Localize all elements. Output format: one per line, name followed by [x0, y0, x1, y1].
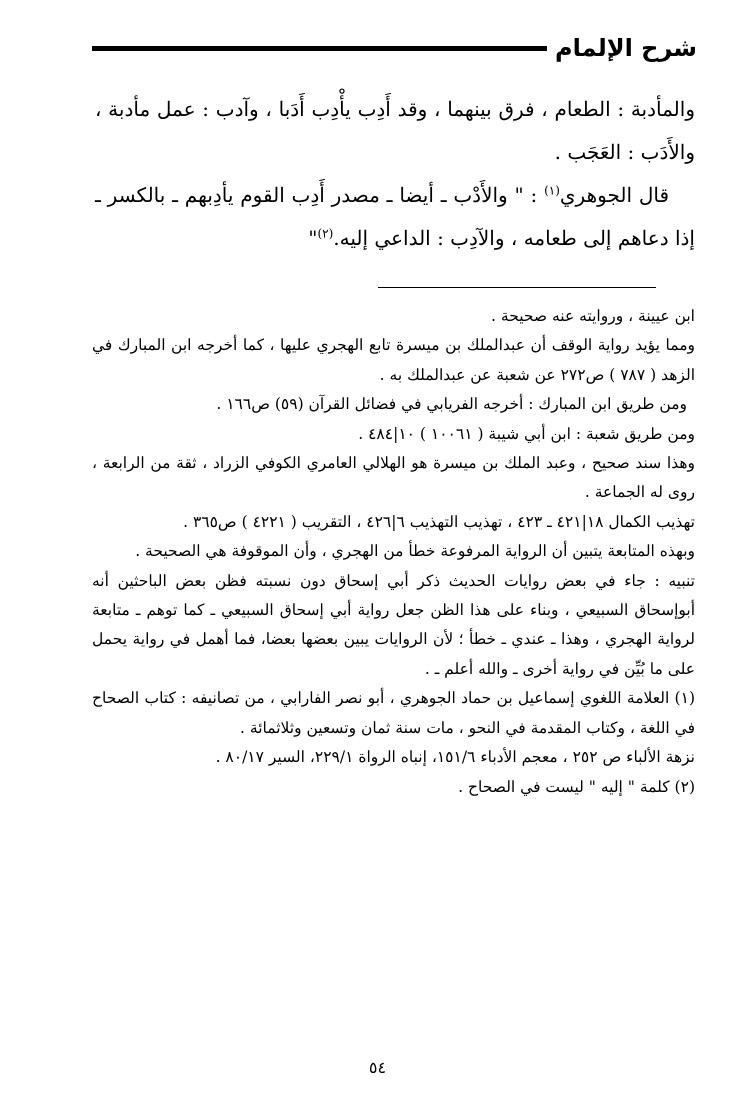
- note-line: وبهذه المتابعة يتبين أن الرواية المرفوعة خطأ من الهجري ، وأن الموقوفة هي الصحيحة .: [135, 542, 695, 561]
- note-line: تنبيه : جاء في بعض روايات الحديث ذكر أبي إسحاق دون نسبته فظن بعض الباحثين أنه أبوإسحاق السبيعي ، وبناء على هذا الظن جعل رواية أبي إسحاق السبيعي ـ كما توهم ـ متابعة لرواية الهجري ، وهذا ـ عندي ـ خطأ ؛ لأن الروايات يبين بعضها بعضا، فما أهمل في رواية يحمل على ما بُيِّن في رواية أخرى ـ والله أعلم ـ .: [92, 571, 695, 678]
- footnote-1-sources: نزهة الألباء ص ٢٥٢ ، معجم الأدباء ١٥١/٦، إنباه الرواة ٢٢٩/١، السير ٨٠/١٧ .: [215, 748, 695, 767]
- main-paragraph-1: والمأدبة : الطعام ، فرق بينهما ، وقد أَدِب يأْدِب أَدَبا ، وآدب : عمل مأدبة ، والأَدَب : العَجَب .: [95, 97, 695, 164]
- note-line: وهذا سند صحيح ، وعبد الملك بن ميسرة هو الهلالي العامري الكوفي الزراد ، ثقة من الرابعة ، روى له الجماعة .: [92, 454, 695, 502]
- header-title: شرح الإلمام: [555, 34, 697, 62]
- main-paragraph-2-start: قال الجوهري: [559, 183, 670, 207]
- note-line: ومما يؤيد رواية الوقف أن عبدالملك بن ميسرة تابع الهجري عليها ، كما أخرجه ابن المبارك في الزهد ( ٧٨٧ ) ص٢٧٢ عن شعبة عن عبدالملك به .: [92, 336, 695, 384]
- main-paragraph-2-rest: : " والأَدْب ـ أيضا ـ مصدر أَدِب القوم يأدِبهم ـ بالكسر ـ إذا دعاهم إلى طعامه ، والآدِب : الداعي إليه.: [95, 183, 695, 250]
- footnotes: [92, 302, 695, 802]
- running-header: [92, 28, 697, 68]
- footnote-divider: [378, 287, 656, 288]
- footnote-1: (١) العلامة اللغوي إسماعيل بن حماد الجوهري ، أبو نصر الفارابي ، من تصانيفه : كتاب الصحاح في اللغة ، وكتاب المقدمة في النحو ، مات سنة ثمان وتسعين وثلاثمائة .: [92, 689, 695, 737]
- footnote-marker-1: (١): [544, 183, 560, 198]
- main-text: [95, 88, 695, 260]
- header-rule: [92, 46, 547, 51]
- note-line: تهذيب الكمال ١٨|٤٢١ ـ ٤٢٣ ، تهذيب التهذيب ٦|٤٢٦ ، التقريب ( ٤٢٢١ ) ص٣٦٥ .: [183, 512, 695, 531]
- note-line: ومن طريق شعبة : ابن أبي شيبة ( ١٠٠٦١ ) ١٠|٤٨٤ .: [358, 424, 695, 443]
- page-number: ٥٤: [368, 1058, 387, 1077]
- footnote-marker-2: (٢): [317, 226, 334, 241]
- main-paragraph-2: [95, 174, 695, 260]
- main-paragraph-2-close: ": [308, 226, 318, 250]
- note-line: ابن عيينة ، وروايته عنه صحيحة .: [491, 307, 695, 325]
- footnote-2: (٢) كلمة " إليه " ليست في الصحاح .: [458, 777, 695, 796]
- note-line: ومن طريق ابن المبارك : أخرجه الفريابي في فضائل القرآن (٥٩) ص١٦٦ .: [216, 395, 687, 414]
